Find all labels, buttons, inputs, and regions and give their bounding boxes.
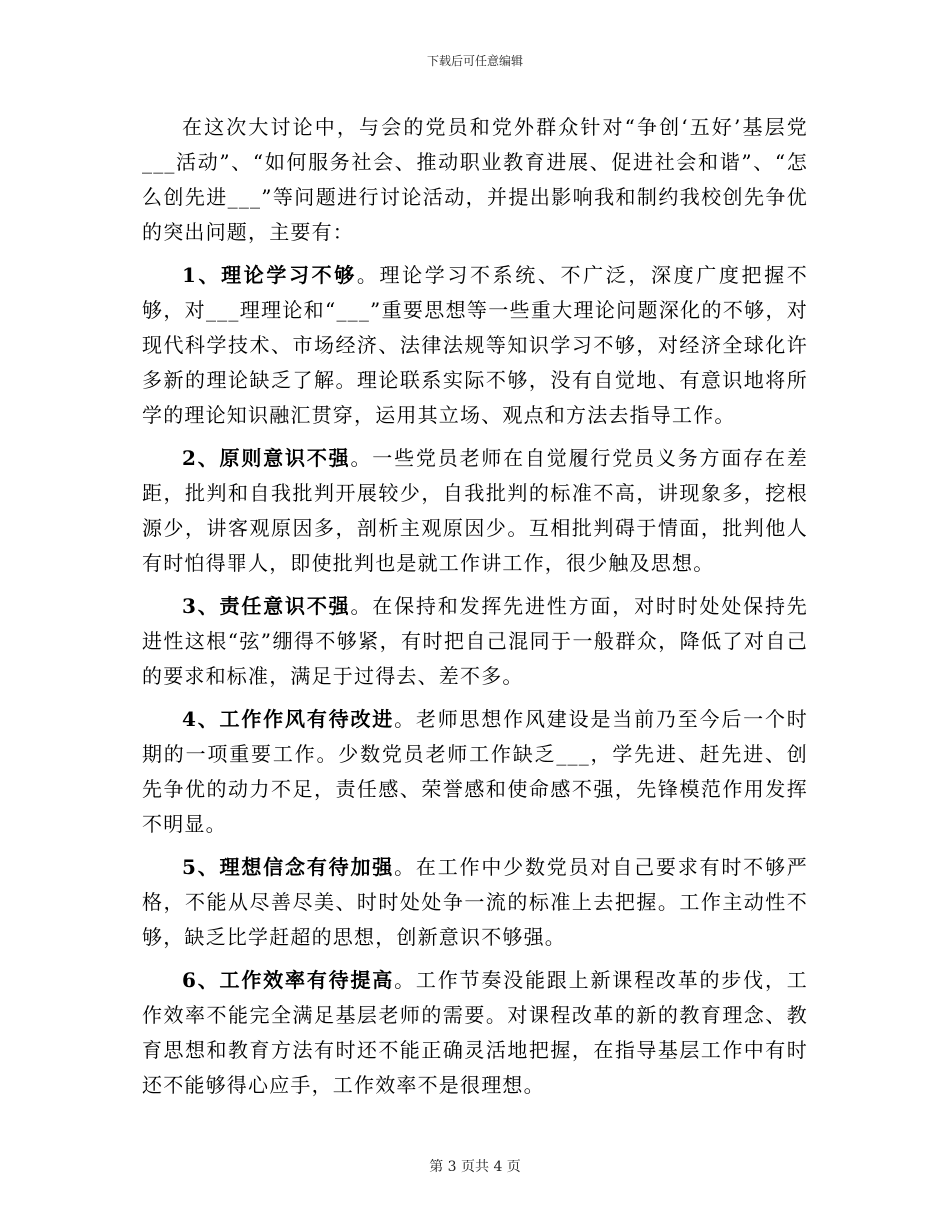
item-paragraph-5 xyxy=(142,850,808,955)
item-body-5: 。在工作中少数党员对自己要求有时不够严格，不能从尽善尽美、时时处处争一流的标准上去把握。工作主动性不够，缺乏比学赶超的思想，创新意识不够强。 xyxy=(142,855,808,949)
page-header: 下载后可任意编辑 xyxy=(426,54,523,68)
item-paragraph-6 xyxy=(142,963,808,1103)
item-paragraph-3 xyxy=(142,589,808,694)
item-paragraph-2 xyxy=(142,441,808,581)
item-heading-3: 3、责任意识不强 xyxy=(182,594,351,618)
item-body-2: 。一些党员老师在自觉履行党员义务方面存在差距，批判和自我批判开展较少，自我批判的标准不高，讲现象多，挖根源少，讲客观原因多，剖析主观原因少。互相批判碍于情面，批判他人有时怕得罪人，即使批判也是就工作讲工作，很少触及思想。 xyxy=(142,446,808,575)
item-body-6: 。工作节奏没能跟上新课程改革的步伐，工作效率不能完全满足基层老师的需要。对课程改革的新的教育理念、教育思想和教育方法有时还不能正确灵活地把握，在指导基层工作中有时还不能够得心应手，工作效率不是很理想。 xyxy=(142,968,808,1097)
page-footer: 第 3 页共 4 页 xyxy=(429,1159,521,1175)
item-body-4: 。老师思想作风建设是当前乃至今后一个时期的一项重要工作。少数党员老师工作缺乏___，学先进、赶先进、创先争优的动力不足，责任感、荣誉感和使命感不强，先锋模范作用发挥不明显。 xyxy=(142,707,808,836)
item-paragraph-1 xyxy=(142,258,808,433)
item-body-1: 。理论学习不系统、不广泛，深度广度把握不够，对___理理论和“___”重要思想等一些重大理论问题深化的不够，对现代科学技术、市场经济、法律法规等知识学习不够，对经济全球化许多新的理论缺乏了解。理论联系实际不够，没有自觉地、有意识地将所学的理论知识融汇贯穿，运用其立场、观点和方法去指导工作。 xyxy=(142,263,808,427)
item-heading-1: 1、理论学习不够 xyxy=(182,263,357,287)
intro-paragraph: 在这次大讨论中，与会的党员和党外群众针对“争创‘五好’基层党___活动”、“如何服务社会、推动职业教育进展、促进社会和谐”、“怎么创先进___”等问题进行讨论活动，并提出影响我和制约我校创先争优的突出问题，主要有： xyxy=(142,115,808,244)
item-heading-4: 4、工作作风有待改进 xyxy=(182,707,395,731)
item-paragraph-4 xyxy=(142,702,808,842)
item-heading-6: 6、工作效率有待提高 xyxy=(182,968,395,992)
item-heading-5: 5、理想信念有待加强 xyxy=(182,855,395,879)
document-body xyxy=(142,110,808,1111)
item-body-3: 。在保持和发挥先进性方面，对时时处处保持先进性这根“弦”绷得不够紧，有时把自己混同于一般群众，降低了对自己的要求和标准，满足于过得去、差不多。 xyxy=(142,594,808,688)
item-heading-2: 2、原则意识不强 xyxy=(182,446,351,470)
